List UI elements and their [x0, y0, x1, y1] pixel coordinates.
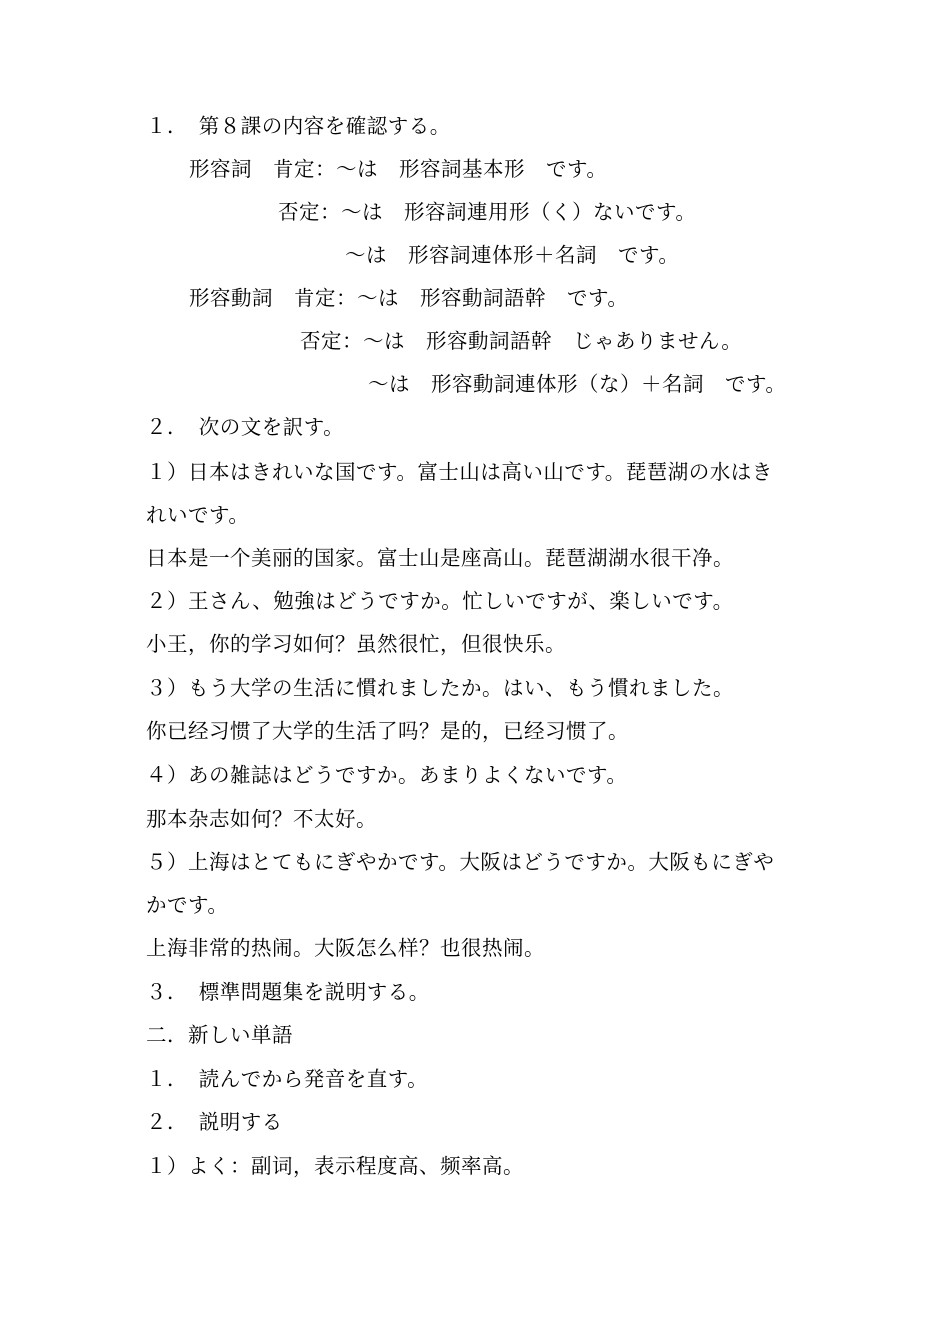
translation-line: 你已经习惯了大学的生活了吗？是的，已经习惯了。	[146, 719, 629, 743]
grammar-line: ～は 形容詞連体形＋名詞 です。	[345, 243, 680, 267]
paragraph-line: ５）上海はとてもにぎやかです。大阪はどうですか。大阪もにぎや	[146, 850, 775, 874]
paragraph-line: ３）もう大学の生活に慣れましたか。はい、もう慣れました。	[146, 676, 734, 700]
paragraph-line: １）日本はきれいな国です。富士山は高い山です。琵琶湖の水はき	[146, 460, 773, 484]
paragraph-line: ２）王さん、勉強はどうですか。忙しいですが、楽しいです。	[146, 589, 734, 613]
paragraph-line: １）よく：副词，表示程度高、频率高。	[146, 1154, 524, 1178]
section-heading: １． 第８課の内容を確認する。	[146, 114, 451, 138]
paragraph-line: ４）あの雑誌はどうですか。あまりよくないです。	[146, 763, 628, 787]
translation-line: 小王，你的学习如何？虽然很忙，但很快乐。	[146, 632, 566, 656]
section-heading: ２． 次の文を訳す。	[146, 415, 345, 439]
grammar-line: 形容動詞 肯定：～は 形容動詞語幹 です。	[189, 286, 629, 310]
paragraph-line: れいです。	[146, 503, 250, 527]
grammar-line: 否定：～は 形容動詞語幹 じゃありません。	[300, 329, 743, 353]
list-item: ２． 説明する	[146, 1110, 283, 1134]
grammar-line: ～は 形容動詞連体形（な）＋名詞 です。	[368, 372, 787, 396]
translation-line: 上海非常的热闹。大阪怎么样？也很热闹。	[146, 936, 545, 960]
grammar-line: 形容詞 肯定：～は 形容詞基本形 です。	[189, 157, 608, 181]
translation-line: 那本杂志如何？不太好。	[146, 807, 377, 831]
translation-line: 日本是一个美丽的国家。富士山是座高山。琵琶湖湖水很干净。	[146, 546, 734, 570]
section-heading: ３． 標準問題集を説明する。	[146, 980, 430, 1004]
list-item: １． 読んでから発音を直す。	[146, 1067, 429, 1091]
section-heading: 二．新しい単語	[146, 1023, 293, 1047]
grammar-line: 否定：～は 形容詞連用形（く）ないです。	[278, 200, 697, 224]
paragraph-line: かです。	[146, 893, 229, 917]
